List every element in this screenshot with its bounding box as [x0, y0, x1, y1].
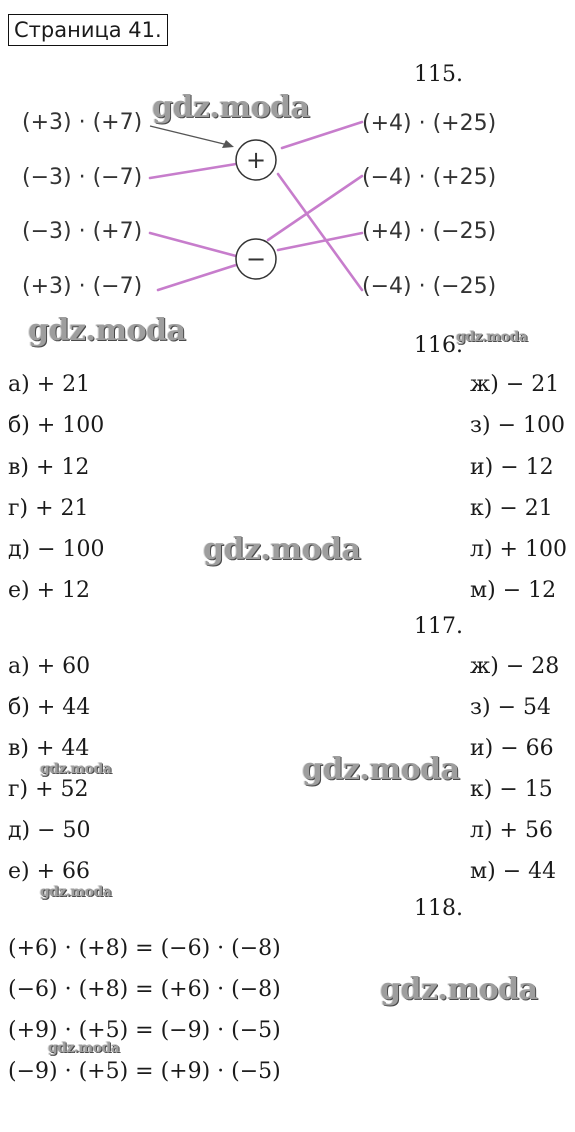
equation-line: (+9) · (+5) = (−9) · (−5) — [8, 1018, 281, 1043]
connector-line — [278, 174, 362, 290]
equation-line: (−6) · (+8) = (+6) · (−8) — [8, 977, 281, 1002]
connector-line — [268, 176, 362, 240]
answer-item: г) + 21 — [8, 496, 89, 521]
connector-line — [150, 233, 236, 256]
task-116-number: 116. — [414, 333, 463, 358]
watermark: gdz.moda — [380, 972, 538, 1007]
answer-item: ж) − 21 — [470, 372, 560, 397]
left-expression: (−3) · (+7) — [22, 219, 143, 244]
answer-item: е) + 66 — [8, 859, 91, 884]
answer-item: л) + 100 — [470, 537, 567, 562]
answer-item: м) − 12 — [470, 578, 557, 603]
answer-item: г) + 52 — [8, 777, 89, 802]
task-115-number: 115. — [414, 62, 463, 87]
right-expression: (+4) · (+25) — [362, 111, 497, 136]
answer-item: а) + 60 — [8, 654, 91, 679]
connector-line — [158, 265, 236, 290]
left-expression: (+3) · (+7) — [22, 110, 143, 135]
equation-line: (−9) · (+5) = (+9) · (−5) — [8, 1059, 281, 1084]
equation-line: (+6) · (+8) = (−6) · (−8) — [8, 936, 281, 961]
answer-item: к) − 15 — [470, 777, 553, 802]
answer-item: и) − 66 — [470, 736, 554, 761]
watermark: gdz.moda — [203, 532, 361, 567]
answer-item: к) − 21 — [470, 496, 553, 521]
answer-item: л) + 56 — [470, 818, 553, 843]
connector-line — [150, 164, 236, 178]
connector-line — [278, 233, 362, 250]
task-118-number: 118. — [414, 896, 463, 921]
watermark: gdz.moda — [40, 884, 112, 900]
answer-item: м) − 44 — [470, 859, 557, 884]
right-expression: (−4) · (+25) — [362, 165, 497, 190]
right-expression: (+4) · (−25) — [362, 219, 497, 244]
connector-line — [282, 122, 362, 148]
left-expression: (+3) · (−7) — [22, 274, 143, 299]
watermark: gdz.moda — [152, 90, 310, 125]
watermark: gdz.moda — [456, 329, 528, 345]
watermark: gdz.moda — [40, 761, 112, 777]
answer-item: ж) − 28 — [470, 654, 560, 679]
plus-sign: + — [245, 146, 267, 174]
right-expression: (−4) · (−25) — [362, 274, 497, 299]
answer-item: в) + 12 — [8, 455, 90, 480]
watermark: gdz.moda — [302, 752, 460, 787]
answer-item: и) − 12 — [470, 455, 554, 480]
page-title: Страница 41. — [8, 14, 168, 46]
answer-item: б) + 100 — [8, 413, 105, 438]
answer-item: з) − 100 — [470, 413, 565, 438]
answer-item: з) − 54 — [470, 695, 551, 720]
answer-item: в) + 44 — [8, 736, 90, 761]
watermark: gdz.moda — [28, 313, 186, 348]
minus-sign: − — [245, 245, 267, 273]
answer-item: е) + 12 — [8, 578, 91, 603]
answer-item: б) + 44 — [8, 695, 91, 720]
watermark: gdz.moda — [48, 1040, 120, 1056]
arrow — [150, 126, 234, 148]
answer-item: д) − 50 — [8, 818, 91, 843]
answer-item: а) + 21 — [8, 372, 91, 397]
answer-item: д) − 100 — [8, 537, 105, 562]
task-117-number: 117. — [414, 614, 463, 639]
left-expression: (−3) · (−7) — [22, 165, 143, 190]
